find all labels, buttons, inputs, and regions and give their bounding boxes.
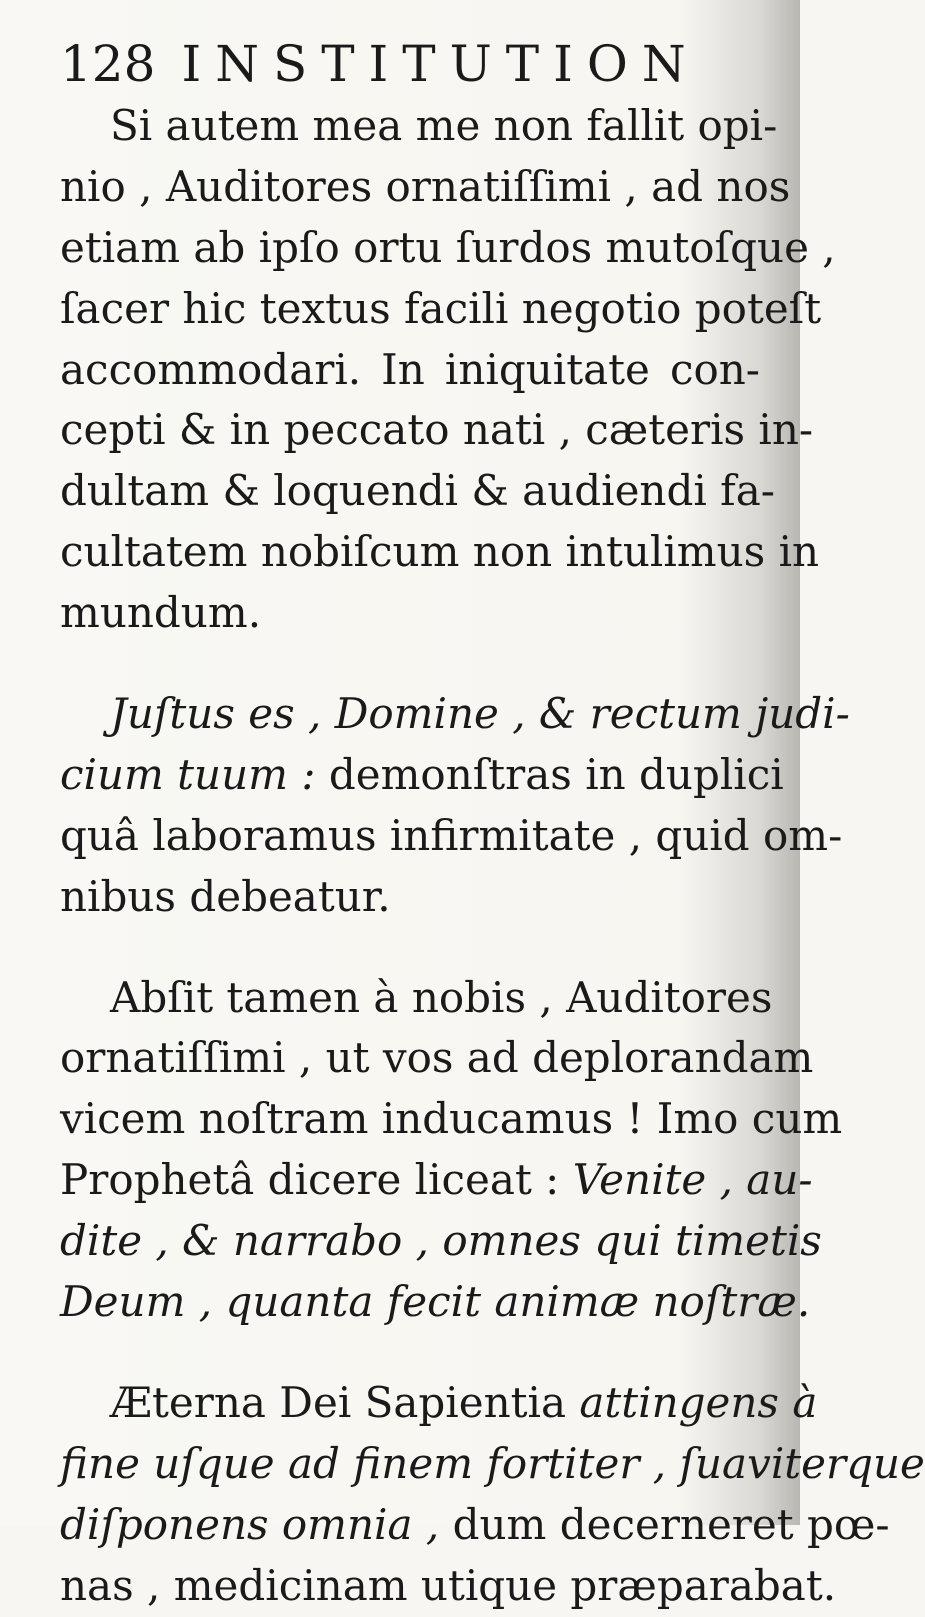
text-segment: cepti & in peccato nati , cæteris in- xyxy=(60,405,814,455)
paragraph-gap xyxy=(60,928,760,968)
text-segment: Abſit tamen à nobis , Auditores xyxy=(110,972,773,1022)
text-segment: etiam ab ipſo ortu ſurdos mutoſque , xyxy=(60,222,836,272)
page-number: 128 xyxy=(60,35,156,93)
text-segment: dite , & narrabo , omnes qui timetis xyxy=(60,1216,822,1266)
text-segment: ornatiſſimi , ut vos ad deplorandam xyxy=(60,1033,814,1083)
text-line xyxy=(60,1495,890,1556)
text-line xyxy=(60,340,760,401)
text-segment: cium tuum : xyxy=(60,749,329,799)
text-segment: Prophetâ dicere liceat : xyxy=(60,1155,573,1205)
text-segment: nibus debeatur. xyxy=(60,871,391,921)
text-line xyxy=(60,745,784,806)
text-segment: Deum , quanta fecit animæ noſtræ. xyxy=(60,1277,811,1327)
text-line xyxy=(60,1434,925,1495)
text-segment: nas , medicinam utique præparabat. xyxy=(60,1560,837,1610)
text-line xyxy=(60,1150,813,1211)
text-line xyxy=(60,400,814,461)
text-segment: quâ laboramus infirmitate , quid om- xyxy=(60,810,843,860)
paragraph-gap xyxy=(60,1333,760,1373)
text-line xyxy=(60,1556,837,1617)
text-segment: cultatem nobiſcum non intulimus in xyxy=(60,527,820,577)
text-line xyxy=(60,522,820,583)
text-segment: attingens à xyxy=(579,1377,818,1427)
text-line xyxy=(60,968,773,1029)
paragraph xyxy=(60,684,850,928)
text-line xyxy=(60,1272,811,1333)
text-line xyxy=(60,96,778,157)
text-segment: dultam & loquendi & audiendi fa- xyxy=(60,466,775,516)
text-line xyxy=(60,1211,822,1272)
text-segment: vicem noſtram inducamus ! Imo cum xyxy=(60,1094,843,1144)
text-segment: demonſtras in duplici xyxy=(328,749,784,799)
paragraph xyxy=(60,968,843,1333)
text-line xyxy=(60,867,760,928)
text-segment: Si autem mea me non fallit opi- xyxy=(110,101,778,150)
text-segment: nio , Auditores ornatiſſimi , ad nos xyxy=(60,161,791,211)
text-segment: Æterna Dei Sapientia xyxy=(110,1377,580,1427)
text-line xyxy=(60,1089,843,1150)
paragraph xyxy=(60,96,836,644)
text-segment: mundum. xyxy=(60,588,262,638)
text-segment: Venite , au- xyxy=(572,1155,813,1205)
text-line xyxy=(60,1373,818,1434)
text-line xyxy=(60,806,843,867)
text-segment: Juſtus es , Domine , & rectum judi- xyxy=(110,689,850,739)
page-header xyxy=(60,34,700,94)
text-segment: fine uſque ad finem fortiter , ſuaviterque xyxy=(60,1438,925,1488)
text-line xyxy=(60,684,850,745)
body-text xyxy=(60,96,925,1616)
text-line xyxy=(60,1028,814,1089)
paragraph xyxy=(60,1373,925,1617)
text-segment: ſacer hic textus facili negotio poteſt xyxy=(60,283,822,333)
text-line xyxy=(60,461,775,522)
running-head: INSTITUTION xyxy=(181,35,700,93)
text-segment: accommodari. In iniquitate con- xyxy=(60,344,760,394)
text-line xyxy=(60,583,760,644)
paragraph-gap xyxy=(60,644,760,684)
text-segment: diſponens omnia , xyxy=(60,1499,453,1549)
text-segment: dum decerneret pœ- xyxy=(452,1499,890,1549)
text-line xyxy=(60,157,791,218)
text-line xyxy=(60,218,836,279)
text-line xyxy=(60,279,822,340)
